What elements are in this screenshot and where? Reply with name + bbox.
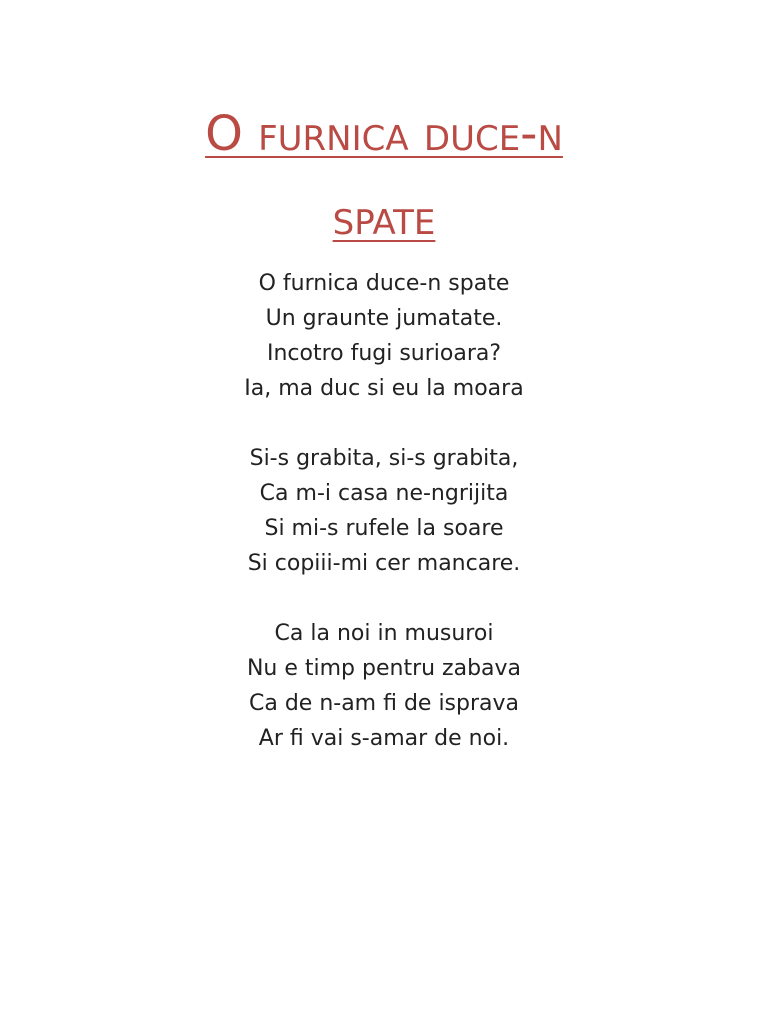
poem-line: O furnica duce-n spate xyxy=(258,271,510,296)
poem-title-line-1: O furnica duce-n xyxy=(205,106,563,162)
stanza-3 xyxy=(0,616,768,756)
poem-line: Nu e timp pentru zabava xyxy=(246,656,522,681)
poem-line: Ia, ma duc si eu la moara xyxy=(244,376,524,401)
poem-line: Si mi-s rufele la soare xyxy=(264,516,504,541)
poem-title xyxy=(0,92,768,260)
poem-line: Ar fi vai s-amar de noi. xyxy=(258,726,510,751)
poem-line: Incotro fugi surioara? xyxy=(266,341,502,366)
stanza-2 xyxy=(0,441,768,581)
stanza-1 xyxy=(0,266,768,406)
poem-body xyxy=(0,266,768,791)
poem-line: Un graunte jumatate. xyxy=(265,306,503,331)
poem-line: Si-s grabita, si-s grabita, xyxy=(249,446,519,471)
poem-line: Si copiii-mi cer mancare. xyxy=(247,551,521,576)
poem-line: Ca m-i casa ne-ngrijita xyxy=(259,481,509,506)
poem-line: Ca la noi in musuroi xyxy=(274,621,494,646)
poem-title-line-2: spate xyxy=(332,190,436,246)
poem-line: Ca de n-am fi de isprava xyxy=(248,691,520,716)
